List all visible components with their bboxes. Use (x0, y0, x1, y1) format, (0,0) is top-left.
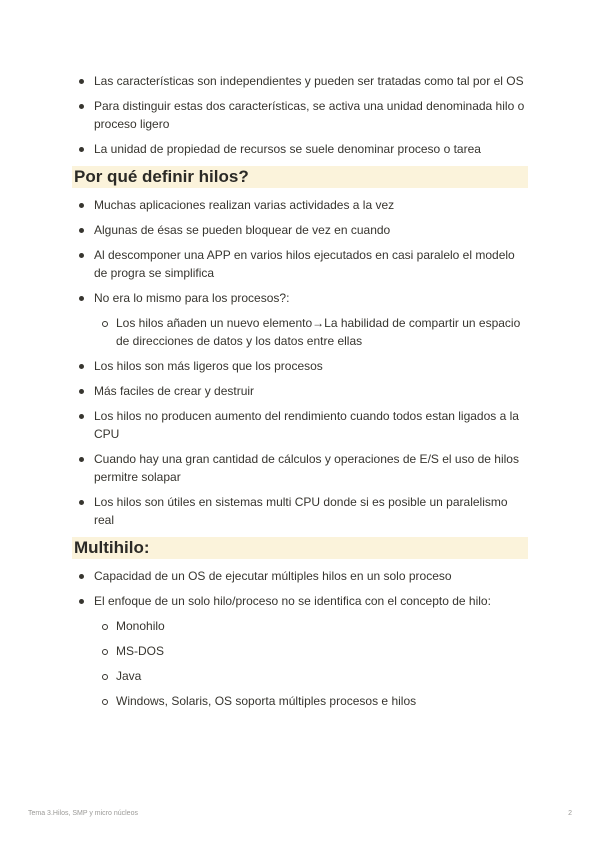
bullet-icon (79, 599, 84, 604)
bullet-icon (79, 147, 84, 152)
hollow-bullet-icon (102, 624, 108, 630)
list-item: Más faciles de crear y destruir (72, 382, 528, 400)
bullet-icon (79, 203, 84, 208)
list-item: Los hilos son más ligeros que los procesos (72, 357, 528, 375)
sub-list (94, 314, 528, 350)
list-item: Cuando hay una gran cantidad de cálculos y operaciones de E/S el uso de hilos permitre solapar (72, 450, 528, 486)
list-item: El enfoque de un solo hilo/proceso no se identifica con el concepto de hilo: Monohilo MS-DOS Java Windows, Solaris, OS soporta múltiples procesos e hilos (72, 592, 528, 710)
list-item: Los hilos son útiles en sistemas multi CPU donde si es posible un paralelismo real (72, 493, 528, 529)
bullet-icon (79, 364, 84, 369)
bullet-icon (79, 253, 84, 258)
bullet-icon (79, 457, 84, 462)
hollow-bullet-icon (102, 649, 108, 655)
bullet-icon (79, 574, 84, 579)
hollow-bullet-icon (102, 321, 108, 327)
bullet-icon (79, 500, 84, 505)
bullet-icon (79, 389, 84, 394)
page-number: 2 (568, 810, 572, 817)
sub-list-item: Monohilo (94, 617, 528, 635)
list-item: Capacidad de un OS de ejecutar múltiples hilos en un solo proceso (72, 567, 528, 585)
document-page (72, 72, 528, 717)
list-item: No era lo mismo para los procesos?: Los hilos añaden un nuevo elemento→La habilidad de compartir un espacio de direcciones de datos y los datos entre ellas (72, 289, 528, 350)
list-item: Algunas de ésas se pueden bloquear de vez en cuando (72, 221, 528, 239)
hollow-bullet-icon (102, 699, 108, 705)
list-item: Al descomponer una APP en varios hilos ejecutados en casi paralelo el modelo de progra se simplifica (72, 246, 528, 282)
section-heading-por-que-definir-hilos: Por qué definir hilos? (72, 166, 528, 188)
list-item: Los hilos no producen aumento del rendimiento cuando todos estan ligados a la CPU (72, 407, 528, 443)
bullet-icon (79, 414, 84, 419)
page-footer (28, 810, 572, 817)
hollow-bullet-icon (102, 674, 108, 680)
section-heading-multihilo: Multihilo: (72, 537, 528, 559)
sub-list-item: MS-DOS (94, 642, 528, 660)
section2-list (72, 567, 528, 710)
footer-title: Tema 3.Hilos, SMP y micro núcleos (28, 810, 138, 817)
list-item: Las características son independientes y pueden ser tratadas como tal por el OS (72, 72, 528, 90)
section1-list (72, 196, 528, 529)
bullet-icon (79, 296, 84, 301)
sub-list-item: Windows, Solaris, OS soporta múltiples procesos e hilos (94, 692, 528, 710)
bullet-icon (79, 79, 84, 84)
bullet-icon (79, 104, 84, 109)
sub-list-item: Los hilos añaden un nuevo elemento→La habilidad de compartir un espacio de direcciones de datos y los datos entre ellas (94, 314, 528, 350)
intro-list (72, 72, 528, 158)
sub-list (94, 617, 528, 710)
list-item: Para distinguir estas dos características, se activa una unidad denominada hilo o proceso ligero (72, 97, 528, 133)
list-item: Muchas aplicaciones realizan varias actividades a la vez (72, 196, 528, 214)
bullet-icon (79, 228, 84, 233)
list-item: La unidad de propiedad de recursos se suele denominar proceso o tarea (72, 140, 528, 158)
sub-list-item: Java (94, 667, 528, 685)
